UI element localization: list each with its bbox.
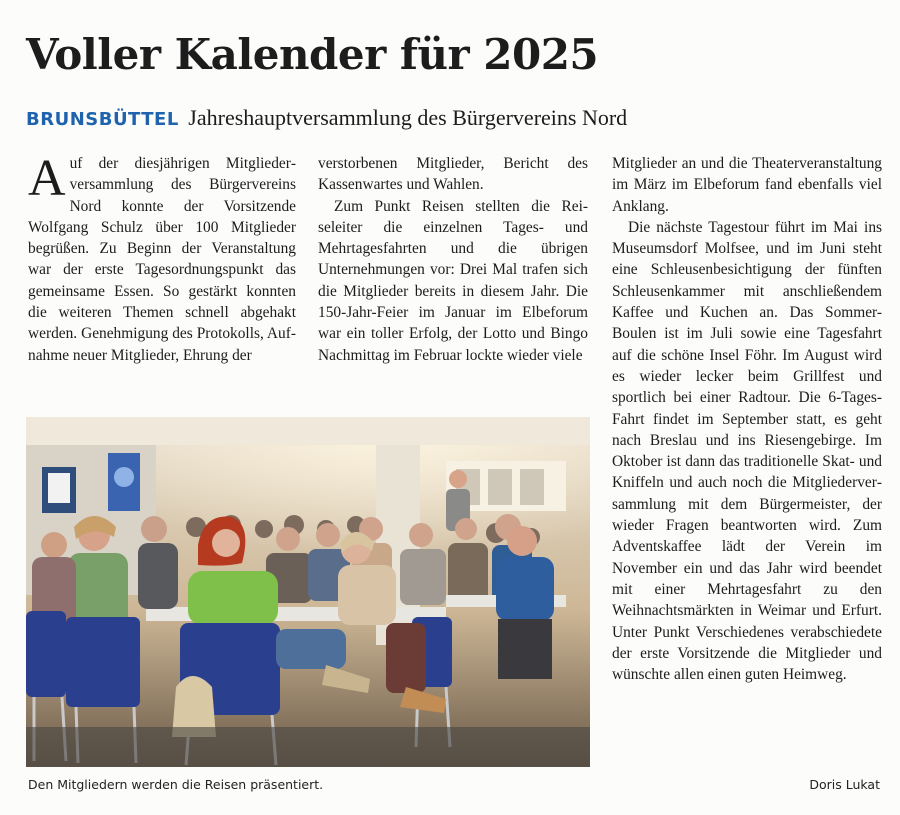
column-3-paragraph-1: Mitglieder an und die Theaterveranstaltung im März im Elbeforum fand ebenfalls viel Anklang.: [612, 155, 882, 215]
article-column-1: [28, 150, 296, 366]
green-sweater: [188, 571, 278, 625]
photo-caption: Den Mitgliedern werden die Reisen präsentiert.: [28, 777, 324, 792]
author-credit: Doris Lukat: [809, 777, 880, 792]
column-3-paragraph-2: Die nächste Tagestour führt im Mai ins Museumsdorf Molfsee, und im Juni steht eine Schleusenbesichtigung der fünften Schleusenkammer mit anschließendem Kaffee und Kuchen an. Das Sommer-Boulen ist im Juli sowie eine Tagesfahrt auf die schöne Insel Föhr. Im August wird es wieder lecker beim Grillfest und sportlich bei einer Radtour. Die 6-Tages-Fahrt findet im September statt, es geht nach Breslau und ins Riesengebirge. Im Oktober ist dann das traditionelle Skat- und Kniffeln und auch noch die Mitgliederversammlung mit dem Bürgermeister, der wieder Fragen beantworten wird. Zum Adventskaffee lädt der Verein im November ein und das Jahr wird beendet mit einer Mehrtagesfahrt zu den Weihnachtsmärkten in Weimar und Erfurt. Unter Punkt Verschiedenes verabschiedete der erste Vorsitzende die Mitglieder und wünschte allen einen guten Heimweg.: [612, 218, 882, 684]
article-column-2: [318, 153, 588, 366]
column-2-paragraph-2: Zum Punkt Reisen stellten die Reiseleiter die einzelnen Tages- und Mehrtagesfahrten und die übrigen Unternehmungen vor: Drei Mal trafen sich die Mitglieder bereits in diesem Jahr. Die 150-Jahr-Feier im Januar im Elbeforum war ein toller Erfolg, der Lotto und Bingo Nachmittag im Februar lockte wieder viele: [318, 197, 588, 364]
article-photo: [26, 417, 590, 767]
column-1-text: uf der diesjährigen Mitgliederversammlung des Bürgervereins Nord konnte der Vorsitzende Wolfgang Schulz über 100 Mitglieder begrüßen. Zu Beginn der Veranstaltung war der erste Tagesordnungspunkt das gemeinsame Essen. So gestärkt konnten die weiteren Themen schnell abgehakt werden. Genehmigung des Protokolls, Aufnahme neuer Mitglieder, Ehrung der: [28, 155, 296, 364]
dateline: BRUNSBÜTTEL: [26, 109, 179, 130]
column-2-paragraph-1: verstorbenen Mitglieder, Bericht des Kassenwartes und Wahlen.: [318, 155, 588, 194]
presenter: [449, 470, 467, 488]
drop-cap: A: [28, 150, 66, 207]
subheadline: Jahreshauptversammlung des Bürgervereins Nord: [188, 105, 628, 130]
photo-meeting-scene: [26, 417, 590, 767]
blue-sweater: [496, 557, 554, 621]
subheadline-row: [26, 106, 627, 130]
headline: Voller Kalender für 2025: [26, 30, 599, 79]
article-column-3: [612, 153, 882, 685]
